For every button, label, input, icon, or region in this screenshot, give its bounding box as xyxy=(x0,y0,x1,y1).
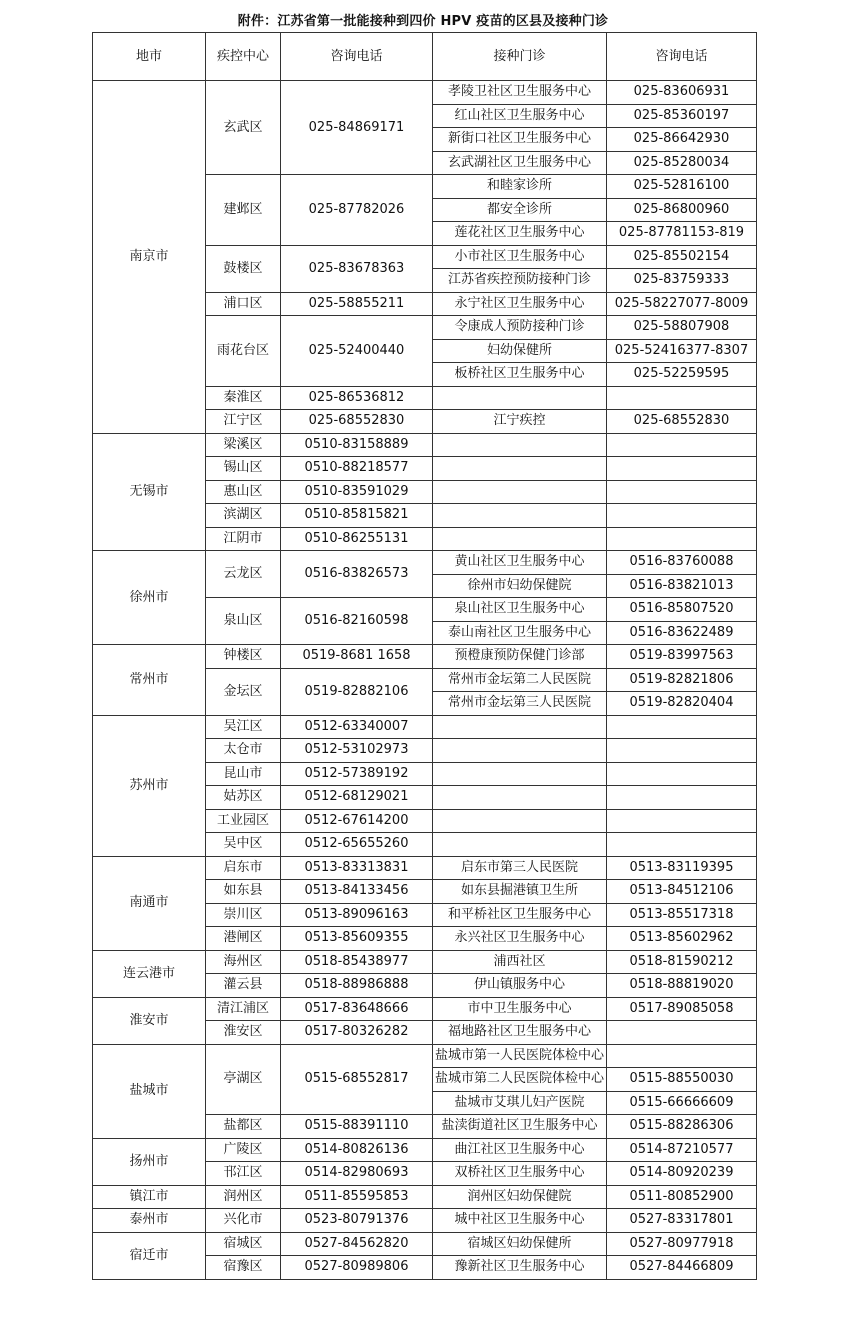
clinic-name xyxy=(433,433,607,457)
clinic-phone: 025-83759333 xyxy=(607,269,757,293)
cdc-name: 太仓市 xyxy=(206,739,281,763)
cdc-name: 浦口区 xyxy=(206,292,281,316)
clinic-name xyxy=(433,739,607,763)
cdc-phone: 0527-80989806 xyxy=(281,1256,433,1280)
clinic-name: 泉山社区卫生服务中心 xyxy=(433,598,607,622)
city-name: 无锡市 xyxy=(93,433,206,551)
clinic-name: 莲花社区卫生服务中心 xyxy=(433,222,607,246)
clinic-phone xyxy=(607,386,757,410)
table-row xyxy=(93,1138,757,1162)
cdc-name: 如东县 xyxy=(206,880,281,904)
table-row xyxy=(93,950,757,974)
clinic-phone xyxy=(607,833,757,857)
cdc-name: 锡山区 xyxy=(206,457,281,481)
cdc-name: 淮安区 xyxy=(206,1021,281,1045)
clinic-phone: 0527-83317801 xyxy=(607,1209,757,1233)
table-row xyxy=(93,645,757,669)
cdc-name: 工业园区 xyxy=(206,809,281,833)
clinic-phone: 0518-88819020 xyxy=(607,974,757,998)
clinic-phone: 0518-81590212 xyxy=(607,950,757,974)
clinic-name: 润州区妇幼保健院 xyxy=(433,1185,607,1209)
clinic-name: 徐州市妇幼保健院 xyxy=(433,574,607,598)
clinic-name: 孝陵卫社区卫生服务中心 xyxy=(433,81,607,105)
clinic-name: 盐城市第一人民医院体检中心 xyxy=(433,1044,607,1068)
cdc-name: 玄武区 xyxy=(206,81,281,175)
table-row xyxy=(93,1209,757,1233)
cdc-phone: 0511-85595853 xyxy=(281,1185,433,1209)
cdc-name: 港闸区 xyxy=(206,927,281,951)
table-row xyxy=(93,81,757,105)
cdc-name: 吴中区 xyxy=(206,833,281,857)
table-row xyxy=(93,1044,757,1068)
clinic-name: 玄武湖社区卫生服务中心 xyxy=(433,151,607,175)
clinic-phone: 0516-83622489 xyxy=(607,621,757,645)
clinic-phone: 025-85502154 xyxy=(607,245,757,269)
clinic-name: 城中社区卫生服务中心 xyxy=(433,1209,607,1233)
clinic-phone: 0516-83760088 xyxy=(607,551,757,575)
table-row xyxy=(93,551,757,575)
clinic-name xyxy=(433,833,607,857)
clinic-phone: 0514-87210577 xyxy=(607,1138,757,1162)
clinic-name: 常州市金坛第二人民医院 xyxy=(433,668,607,692)
clinic-name: 黄山社区卫生服务中心 xyxy=(433,551,607,575)
clinic-phone: 0515-88550030 xyxy=(607,1068,757,1092)
header-city: 地市 xyxy=(93,33,206,81)
cdc-phone: 0523-80791376 xyxy=(281,1209,433,1233)
city-name: 淮安市 xyxy=(93,997,206,1044)
clinic-name xyxy=(433,809,607,833)
cdc-name: 兴化市 xyxy=(206,1209,281,1233)
city-name: 徐州市 xyxy=(93,551,206,645)
clinic-phone: 0517-89085058 xyxy=(607,997,757,1021)
cdc-phone: 0513-89096163 xyxy=(281,903,433,927)
clinic-name: 新街口社区卫生服务中心 xyxy=(433,128,607,152)
clinic-phone xyxy=(607,527,757,551)
clinic-name: 双桥社区卫生服务中心 xyxy=(433,1162,607,1186)
document-title: 附件：江苏省第一批能接种到四价 HPV 疫苗的区县及接种门诊 xyxy=(237,14,609,29)
cdc-phone: 0518-88986888 xyxy=(281,974,433,998)
cdc-name: 昆山市 xyxy=(206,762,281,786)
cdc-name: 清江浦区 xyxy=(206,997,281,1021)
clinic-name: 令康成人预防接种门诊 xyxy=(433,316,607,340)
cdc-name: 宿城区 xyxy=(206,1232,281,1256)
cdc-name: 雨花台区 xyxy=(206,316,281,387)
cdc-name: 广陵区 xyxy=(206,1138,281,1162)
clinic-phone: 025-86800960 xyxy=(607,198,757,222)
clinic-phone: 0519-82820404 xyxy=(607,692,757,716)
cdc-phone: 0518-85438977 xyxy=(281,950,433,974)
cdc-phone: 0519-8681 1658 xyxy=(281,645,433,669)
clinic-phone: 025-52416377-8307 xyxy=(607,339,757,363)
cdc-name: 江宁区 xyxy=(206,410,281,434)
clinic-phone: 0515-66666609 xyxy=(607,1091,757,1115)
clinic-phone xyxy=(607,786,757,810)
city-name: 扬州市 xyxy=(93,1138,206,1185)
cdc-phone: 0510-86255131 xyxy=(281,527,433,551)
cdc-phone: 025-87782026 xyxy=(281,175,433,246)
clinic-name: 江苏省疾控预防接种门诊 xyxy=(433,269,607,293)
city-name: 连云港市 xyxy=(93,950,206,997)
clinic-name: 伊山镇服务中心 xyxy=(433,974,607,998)
cdc-name: 秦淮区 xyxy=(206,386,281,410)
cdc-name: 邗江区 xyxy=(206,1162,281,1186)
clinic-name: 都安全诊所 xyxy=(433,198,607,222)
clinic-name: 盐城市艾琪儿妇产医院 xyxy=(433,1091,607,1115)
cdc-phone: 0512-68129021 xyxy=(281,786,433,810)
clinic-phone xyxy=(607,480,757,504)
clinic-name xyxy=(433,504,607,528)
cdc-phone: 0514-80826136 xyxy=(281,1138,433,1162)
clinic-name: 妇幼保健所 xyxy=(433,339,607,363)
header-clinic-phone: 咨询电话 xyxy=(607,33,757,81)
cdc-name: 云龙区 xyxy=(206,551,281,598)
table-row xyxy=(93,997,757,1021)
clinic-phone: 025-52259595 xyxy=(607,363,757,387)
clinic-phone: 025-58227077-8009 xyxy=(607,292,757,316)
clinic-name xyxy=(433,386,607,410)
clinic-name: 宿城区妇幼保健所 xyxy=(433,1232,607,1256)
cdc-name: 灌云县 xyxy=(206,974,281,998)
clinic-name: 市中卫生服务中心 xyxy=(433,997,607,1021)
clinic-name: 启东市第三人民医院 xyxy=(433,856,607,880)
cdc-phone: 0516-83826573 xyxy=(281,551,433,598)
city-name: 镇江市 xyxy=(93,1185,206,1209)
clinic-phone: 0527-80977918 xyxy=(607,1232,757,1256)
cdc-name: 姑苏区 xyxy=(206,786,281,810)
cdc-name: 钟楼区 xyxy=(206,645,281,669)
clinic-name: 永兴社区卫生服务中心 xyxy=(433,927,607,951)
cdc-name: 泉山区 xyxy=(206,598,281,645)
city-name: 宿迁市 xyxy=(93,1232,206,1279)
clinic-phone: 0515-88286306 xyxy=(607,1115,757,1139)
clinic-name: 泰山南社区卫生服务中心 xyxy=(433,621,607,645)
cdc-phone: 0510-88218577 xyxy=(281,457,433,481)
clinic-phone: 0514-80920239 xyxy=(607,1162,757,1186)
cdc-phone: 0516-82160598 xyxy=(281,598,433,645)
city-name: 盐城市 xyxy=(93,1044,206,1138)
table-row xyxy=(93,715,757,739)
clinic-phone xyxy=(607,504,757,528)
cdc-name: 润州区 xyxy=(206,1185,281,1209)
clinic-phone: 0519-82821806 xyxy=(607,668,757,692)
clinic-name xyxy=(433,762,607,786)
cdc-phone: 025-58855211 xyxy=(281,292,433,316)
cdc-phone: 0527-84562820 xyxy=(281,1232,433,1256)
table-row xyxy=(93,1185,757,1209)
cdc-phone: 0513-85609355 xyxy=(281,927,433,951)
clinic-name: 预橙康预防保健门诊部 xyxy=(433,645,607,669)
clinic-name: 盐渎街道社区卫生服务中心 xyxy=(433,1115,607,1139)
clinic-phone: 025-58807908 xyxy=(607,316,757,340)
header-cdc-phone: 咨询电话 xyxy=(281,33,433,81)
clinic-name: 如东县掘港镇卫生所 xyxy=(433,880,607,904)
cdc-name: 亭湖区 xyxy=(206,1044,281,1115)
cdc-name: 金坛区 xyxy=(206,668,281,715)
clinic-name xyxy=(433,715,607,739)
cdc-name: 滨湖区 xyxy=(206,504,281,528)
cdc-name: 宿豫区 xyxy=(206,1256,281,1280)
clinic-name: 永宁社区卫生服务中心 xyxy=(433,292,607,316)
clinic-phone: 0513-85517318 xyxy=(607,903,757,927)
clinic-phone: 025-83606931 xyxy=(607,81,757,105)
cdc-name: 惠山区 xyxy=(206,480,281,504)
cdc-phone: 0512-65655260 xyxy=(281,833,433,857)
header-clinic: 接种门诊 xyxy=(433,33,607,81)
cdc-phone: 0512-57389192 xyxy=(281,762,433,786)
cdc-phone: 0517-83648666 xyxy=(281,997,433,1021)
clinic-phone: 025-85360197 xyxy=(607,104,757,128)
clinic-phone xyxy=(607,762,757,786)
cdc-name: 江阴市 xyxy=(206,527,281,551)
clinic-phone: 0513-85602962 xyxy=(607,927,757,951)
clinic-phone: 0516-85807520 xyxy=(607,598,757,622)
cdc-phone: 0514-82980693 xyxy=(281,1162,433,1186)
clinic-phone xyxy=(607,457,757,481)
table-row xyxy=(93,433,757,457)
clinic-name: 和平桥社区卫生服务中心 xyxy=(433,903,607,927)
cdc-name: 启东市 xyxy=(206,856,281,880)
cdc-name: 鼓楼区 xyxy=(206,245,281,292)
city-name: 苏州市 xyxy=(93,715,206,856)
city-name: 南通市 xyxy=(93,856,206,950)
vaccination-table xyxy=(92,32,757,1280)
clinic-phone xyxy=(607,1021,757,1045)
cdc-phone: 0510-83158889 xyxy=(281,433,433,457)
header-row xyxy=(93,33,757,81)
clinic-phone: 0513-83119395 xyxy=(607,856,757,880)
clinic-name: 常州市金坛第三人民医院 xyxy=(433,692,607,716)
clinic-name: 小市社区卫生服务中心 xyxy=(433,245,607,269)
cdc-phone: 0513-83313831 xyxy=(281,856,433,880)
clinic-name: 福地路社区卫生服务中心 xyxy=(433,1021,607,1045)
clinic-name: 豫新社区卫生服务中心 xyxy=(433,1256,607,1280)
clinic-phone: 025-87781153-819 xyxy=(607,222,757,246)
clinic-name xyxy=(433,457,607,481)
cdc-name: 崇川区 xyxy=(206,903,281,927)
clinic-phone: 0511-80852900 xyxy=(607,1185,757,1209)
clinic-name: 板桥社区卫生服务中心 xyxy=(433,363,607,387)
cdc-name: 建邺区 xyxy=(206,175,281,246)
clinic-phone xyxy=(607,1044,757,1068)
clinic-phone: 025-68552830 xyxy=(607,410,757,434)
clinic-name: 浦西社区 xyxy=(433,950,607,974)
clinic-phone xyxy=(607,809,757,833)
cdc-phone: 0515-68552817 xyxy=(281,1044,433,1115)
clinic-phone: 025-85280034 xyxy=(607,151,757,175)
cdc-phone: 025-83678363 xyxy=(281,245,433,292)
clinic-name: 和睦家诊所 xyxy=(433,175,607,199)
clinic-name xyxy=(433,480,607,504)
cdc-name: 梁溪区 xyxy=(206,433,281,457)
clinic-phone: 0516-83821013 xyxy=(607,574,757,598)
cdc-name: 吴江区 xyxy=(206,715,281,739)
table-body xyxy=(93,33,757,1280)
cdc-phone: 0515-88391110 xyxy=(281,1115,433,1139)
cdc-phone: 025-68552830 xyxy=(281,410,433,434)
clinic-phone: 025-52816100 xyxy=(607,175,757,199)
cdc-phone: 025-86536812 xyxy=(281,386,433,410)
city-name: 南京市 xyxy=(93,81,206,434)
cdc-phone: 0510-85815821 xyxy=(281,504,433,528)
cdc-phone: 0512-67614200 xyxy=(281,809,433,833)
city-name: 常州市 xyxy=(93,645,206,716)
clinic-phone xyxy=(607,715,757,739)
clinic-name: 红山社区卫生服务中心 xyxy=(433,104,607,128)
cdc-name: 海州区 xyxy=(206,950,281,974)
clinic-phone: 0513-84512106 xyxy=(607,880,757,904)
clinic-name: 江宁疾控 xyxy=(433,410,607,434)
clinic-phone: 0519-83997563 xyxy=(607,645,757,669)
clinic-name: 盐城市第二人民医院体检中心 xyxy=(433,1068,607,1092)
cdc-phone: 0510-83591029 xyxy=(281,480,433,504)
cdc-phone: 0517-80326282 xyxy=(281,1021,433,1045)
cdc-phone: 0512-63340007 xyxy=(281,715,433,739)
clinic-name: 曲江社区卫生服务中心 xyxy=(433,1138,607,1162)
cdc-phone: 0513-84133456 xyxy=(281,880,433,904)
table-row xyxy=(93,1232,757,1256)
cdc-phone: 0512-53102973 xyxy=(281,739,433,763)
clinic-name xyxy=(433,786,607,810)
cdc-phone: 0519-82882106 xyxy=(281,668,433,715)
clinic-phone: 025-86642930 xyxy=(607,128,757,152)
header-cdc: 疾控中心 xyxy=(206,33,281,81)
cdc-name: 盐都区 xyxy=(206,1115,281,1139)
city-name: 泰州市 xyxy=(93,1209,206,1233)
clinic-name xyxy=(433,527,607,551)
clinic-phone: 0527-84466809 xyxy=(607,1256,757,1280)
cdc-phone: 025-84869171 xyxy=(281,81,433,175)
cdc-phone: 025-52400440 xyxy=(281,316,433,387)
table-row xyxy=(93,856,757,880)
clinic-phone xyxy=(607,739,757,763)
clinic-phone xyxy=(607,433,757,457)
